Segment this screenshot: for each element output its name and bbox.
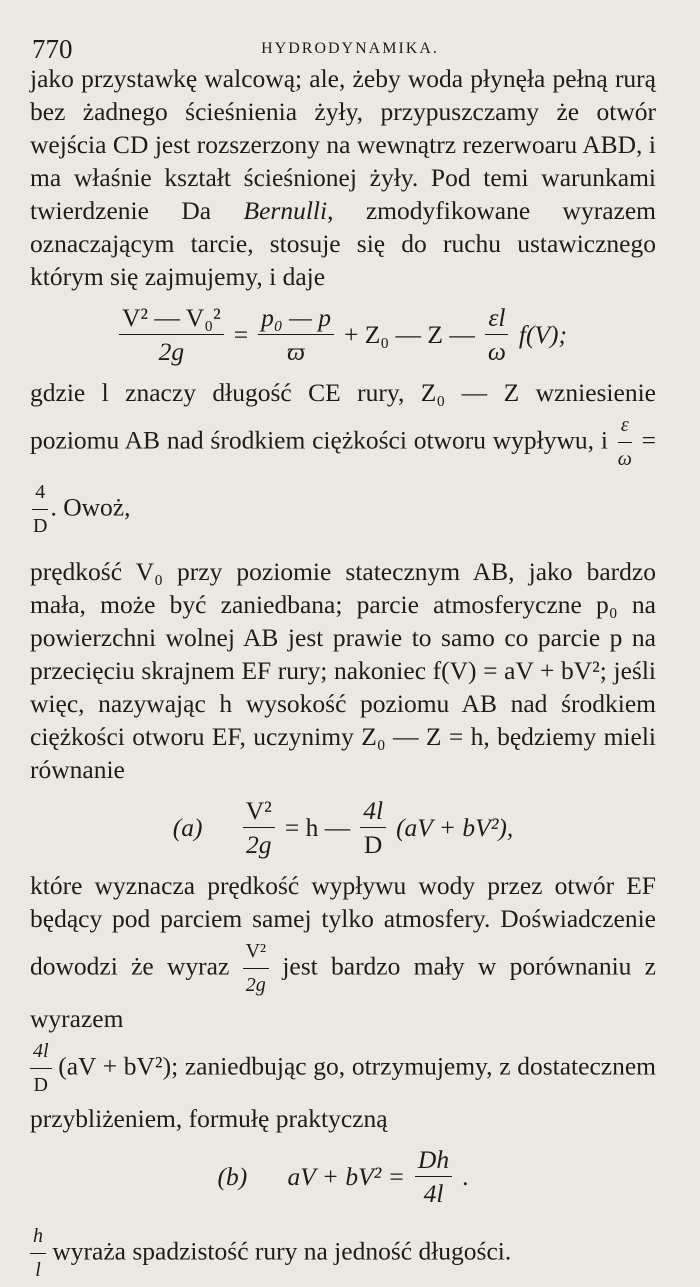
- paragraph-1: [30, 62, 656, 293]
- eqb-end: .: [462, 1162, 469, 1191]
- p6-text: wyraża spadzistość rury na jedność długości.: [52, 1236, 512, 1266]
- paragraph-4: [30, 869, 656, 1035]
- frac-eps: [615, 409, 635, 476]
- eq1-rest: + Z₀ — Z —: [343, 320, 475, 349]
- paragraph-6: [30, 1220, 656, 1287]
- paragraph-2: [30, 376, 656, 543]
- den: ω: [487, 337, 506, 366]
- p1-end: , zmodyfikowane wyrazem oznaczającym tarcie, stosuje się do ruchu ustawicznego którym się zajmujemy, i daje: [30, 196, 657, 291]
- frac-hl: [30, 1220, 46, 1287]
- num: Dh: [415, 1143, 452, 1177]
- eq-label: (a): [172, 813, 203, 842]
- den: 2g: [245, 974, 266, 996]
- frac-v: [119, 301, 224, 368]
- equation-1: $\frac{\text{V² — V₀²}}{2g}$ = $\frac{\text{p₀ — p}}{ϖ}$ + Z₀ — Z — $\frac{\varepsilon l}{\omega}$ f(V);: [30, 301, 656, 368]
- frac-4d: [30, 476, 50, 543]
- den: D: [33, 1074, 48, 1096]
- p2-end: . Owoż,: [50, 492, 131, 522]
- frac-dh: [415, 1143, 452, 1210]
- num: εl: [485, 301, 508, 335]
- den: 2g: [246, 830, 272, 859]
- num: V²: [243, 935, 269, 969]
- bernulli-name: Bernulli: [243, 196, 328, 225]
- eqb-left: aV + bV² =: [287, 1162, 405, 1191]
- num: 4: [32, 476, 48, 510]
- p5-text: (aV + bV²); zaniedbując go, otrzymujemy, z dostatecznem przybliżeniem, formułę praktyczną: [30, 1051, 656, 1133]
- num: V² — V₀²: [119, 301, 224, 335]
- den: l: [35, 1259, 41, 1281]
- frac-v2-inline: [243, 935, 269, 1002]
- num: p₀ — p: [258, 301, 334, 335]
- num: 4l: [360, 794, 386, 828]
- den: 2g: [158, 337, 185, 366]
- num: V²: [243, 794, 275, 828]
- eqa-end: (aV + bV²),: [396, 813, 514, 842]
- eq-sign: =: [641, 425, 656, 455]
- equation-b: [30, 1143, 656, 1210]
- p4-end: jest bardzo mały w porównaniu z wyrazem: [30, 951, 657, 1033]
- frac-p: [258, 301, 334, 368]
- paragraph-5: [30, 1035, 656, 1135]
- page-number: 770: [32, 34, 73, 64]
- running-title: HYDRODYNAMIKA.: [261, 40, 439, 57]
- num: 4l: [30, 1035, 52, 1069]
- den: ω: [617, 448, 632, 470]
- body-text: [30, 62, 656, 1287]
- den: ϖ: [287, 337, 306, 366]
- num: ε: [618, 409, 632, 443]
- eq-label: (b): [217, 1162, 248, 1191]
- den: D: [33, 515, 48, 537]
- p2-text: gdzie l znaczy długość CE rury, Z₀ — Z wzniesienie poziomu AB nad środkiem ciężkości otworu wypływu, i: [30, 378, 656, 455]
- frac-4l: [360, 794, 386, 861]
- den: D: [363, 830, 383, 859]
- num: h: [30, 1220, 46, 1254]
- p1-text: jako przystawkę walcową; ale, żeby woda płynęła pełną rurą bez żadnego ścieśnienia żyły, przypuszczamy że otwór wejścia CD jest rozszerzony na wewnątrz rezerwoaru ABD, i ma właśnie kształt ścieśnionej żyły. Pod temi warunkami twierdzenie Da: [30, 64, 656, 225]
- p4-text: które wyznacza prędkość wypływu wody przez otwór EF będący pod parciem samej tylko atmosfery. Doświadczenie dowodzi że wyraz: [30, 871, 656, 981]
- paragraph-3: prędkość V₀ przy poziomie statecznym AB, jako bardzo mała, może być zaniedbana; parcie atmosferyczne p₀ na powierzchni wolnej AB jest prawie to samo co parcie p na przecięciu skrajnem EF rury; nakoniec f(V) = aV + bV²; jeśli więc, nazywając h wysokość poziomu AB nad środkiem ciężkości otworu EF, uczynimy Z₀ — Z = h, będziemy mieli równanie: [30, 557, 656, 784]
- equation-a: [30, 794, 656, 861]
- frac-v2: [243, 794, 275, 861]
- eqa-mid: = h —: [284, 813, 351, 842]
- frac-4l-inline: [30, 1035, 52, 1102]
- frac-el: [485, 301, 509, 368]
- den: 4l: [423, 1179, 444, 1208]
- eq1-end: f(V);: [518, 320, 568, 349]
